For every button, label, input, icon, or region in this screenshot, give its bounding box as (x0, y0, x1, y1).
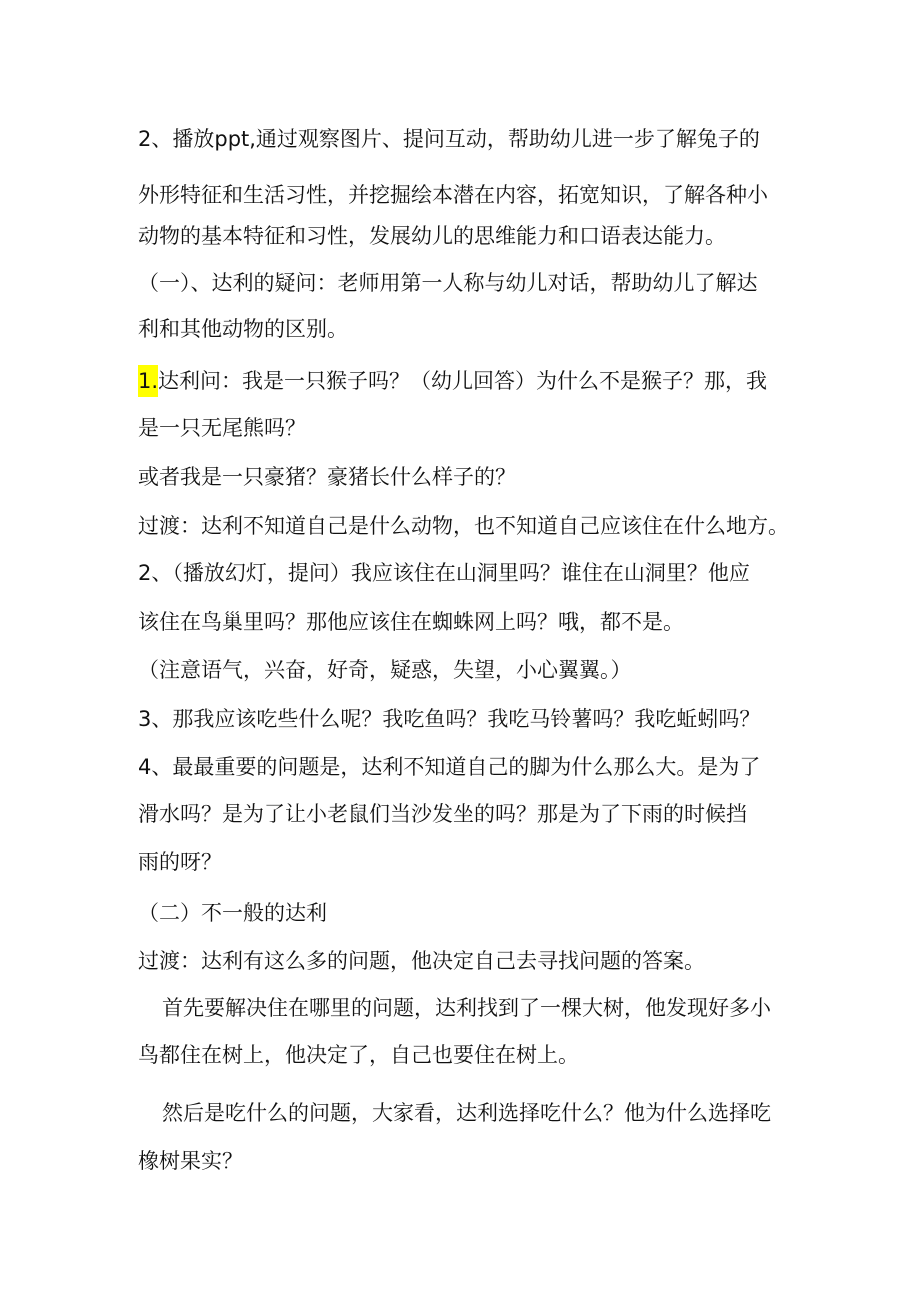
paragraph-line: 利和其他动物的区别。 (138, 317, 348, 341)
paragraph-line: 雨的呀？ (138, 850, 222, 874)
paragraph-line: 过渡：达利不知道自己是什么动物，也不知道自己应该住在什么地方。 (138, 514, 789, 538)
paragraph-line: 鸟都住在树上，他决定了，自己也要住在树上。 (138, 1043, 579, 1067)
paragraph-line: 滑水吗？是为了让小老鼠们当沙发坐的吗？那是为了下雨的时候挡 (138, 802, 747, 826)
paragraph-line: 该住在鸟巢里吗？那他应该住在蜘蛛网上吗？哦，都不是。 (138, 610, 684, 634)
paragraph-text: 达利问：我是一只猴子吗？（幼儿回答）为什么不是猴子？那，我 (158, 369, 768, 393)
paragraph-line: 3、那我应该吃些什么呢？我吃鱼吗？我吃马铃薯吗？我吃蚯蚓吗？ (138, 707, 761, 731)
paragraph-line: 橡树果实？ (138, 1149, 243, 1173)
paragraph-line: 过渡：达利有这么多的问题，他决定自己去寻找问题的答案。 (138, 949, 705, 973)
highlighted-list-marker: 1. (138, 365, 158, 397)
section-heading: （一）、达利的疑问：老师用第一人称与幼儿对话，帮助幼儿了解达 (138, 271, 758, 295)
paragraph-line: 2、（播放幻灯，提问）我应该住在山洞里吗？谁住在山洞里？他应 (138, 561, 750, 585)
paragraph-line: （注意语气，兴奋，好奇，疑惑，失望，小心翼翼。） (138, 658, 632, 682)
paragraph-line: 首先要解决住在哪里的问题，达利找到了一棵大树，他发现好多小 (162, 996, 771, 1020)
paragraph-line: 4、最最重要的问题是，达利不知道自己的脚为什么那么大。是为了 (138, 755, 761, 779)
paragraph-line: 外形特征和生活习性，并挖掘绘本潜在内容，拓宽知识，了解各种小 (138, 183, 768, 207)
paragraph-line: 然后是吃什么的问题，大家看，达利选择吃什么？他为什么选择吃 (162, 1101, 771, 1125)
paragraph-line: 是一只无尾熊吗？ (138, 416, 306, 440)
paragraph-line (138, 366, 767, 396)
section-heading: （二）不一般的达利 (138, 901, 327, 925)
paragraph-line: 或者我是一只豪猪？豪猪长什么样子的？ (138, 465, 516, 489)
paragraph-line: 2、播放ppt,通过观察图片、提问互动，帮助幼儿进一步了解兔子的 (138, 127, 760, 151)
paragraph-line: 动物的基本特征和习性，发展幼儿的思维能力和口语表达能力。 (138, 224, 726, 248)
